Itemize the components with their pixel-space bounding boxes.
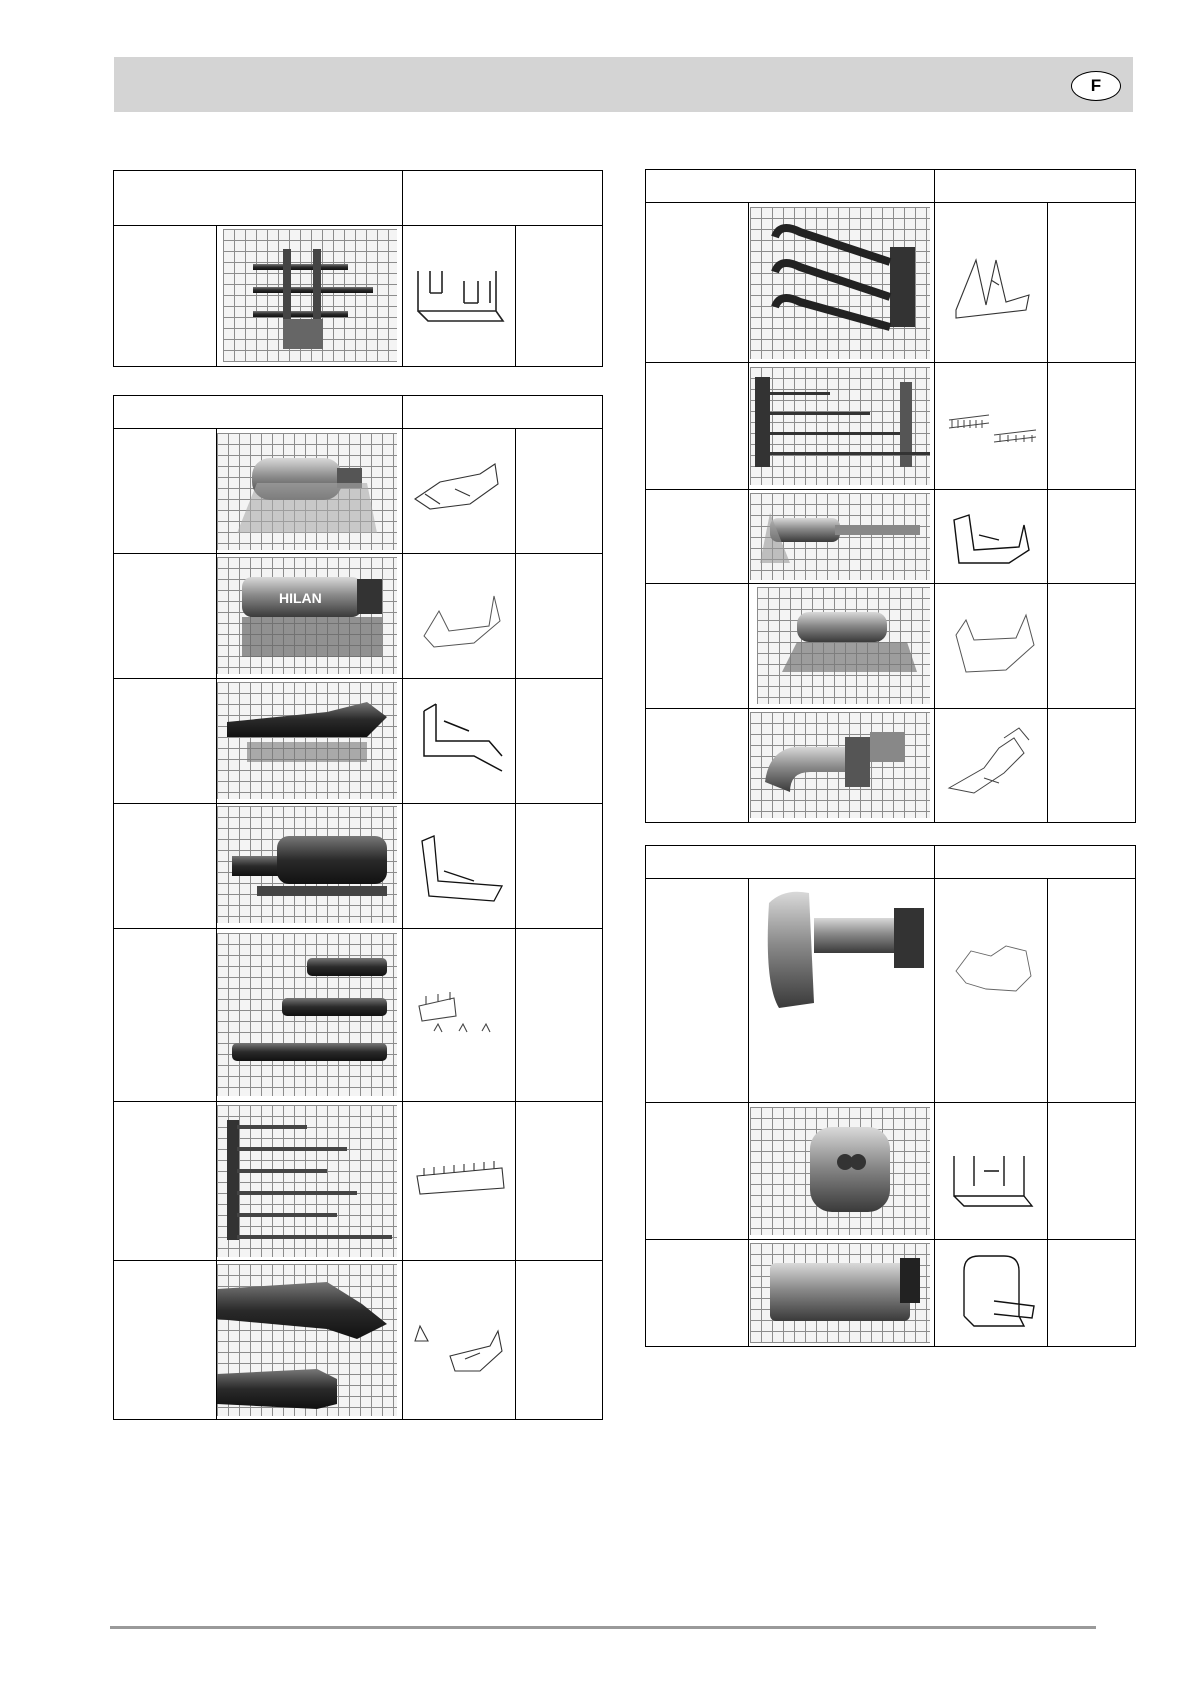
holder-photo <box>217 1264 397 1416</box>
holder-drawing <box>944 1246 1040 1338</box>
holder-photo <box>217 1105 397 1257</box>
holder-photo <box>757 587 930 704</box>
holder-photo <box>223 229 397 362</box>
holder-photo <box>750 207 930 359</box>
holder-drawing <box>414 696 506 786</box>
holder-photo <box>217 933 397 1096</box>
holder-photo <box>750 493 930 580</box>
table-left-2 <box>113 395 603 1420</box>
holder-photo <box>217 433 397 550</box>
table-right-2 <box>645 845 1136 1347</box>
holder-drawing <box>944 1126 1040 1216</box>
holder-photo <box>750 712 930 818</box>
header-band <box>114 57 1133 112</box>
holder-photo <box>750 367 930 485</box>
holder-drawing <box>412 1156 508 1206</box>
holder-drawing <box>408 233 508 357</box>
holder-photo <box>217 806 397 923</box>
holder-photo <box>750 1243 930 1343</box>
holder-drawing <box>941 240 1041 330</box>
holder-drawing <box>414 831 506 906</box>
holder-drawing <box>410 1301 506 1386</box>
holder-drawing <box>946 921 1041 1021</box>
holder-drawing <box>944 718 1040 808</box>
holder-photo <box>750 1107 930 1235</box>
holder-photo <box>217 682 397 799</box>
holder-drawing <box>944 505 1040 570</box>
table-right-1 <box>645 169 1136 823</box>
holder-drawing <box>414 581 502 661</box>
holder-drawing <box>414 976 506 1056</box>
hilan-label: HILAN <box>279 590 322 606</box>
footer-rule <box>110 1626 1096 1629</box>
holder-drawing <box>410 454 505 534</box>
holder-photo <box>754 883 930 1019</box>
holder-drawing <box>946 600 1041 690</box>
holder-photo <box>217 557 397 674</box>
table-left-1 <box>113 170 603 367</box>
language-badge: F <box>1071 71 1121 101</box>
holder-drawing <box>944 400 1042 450</box>
